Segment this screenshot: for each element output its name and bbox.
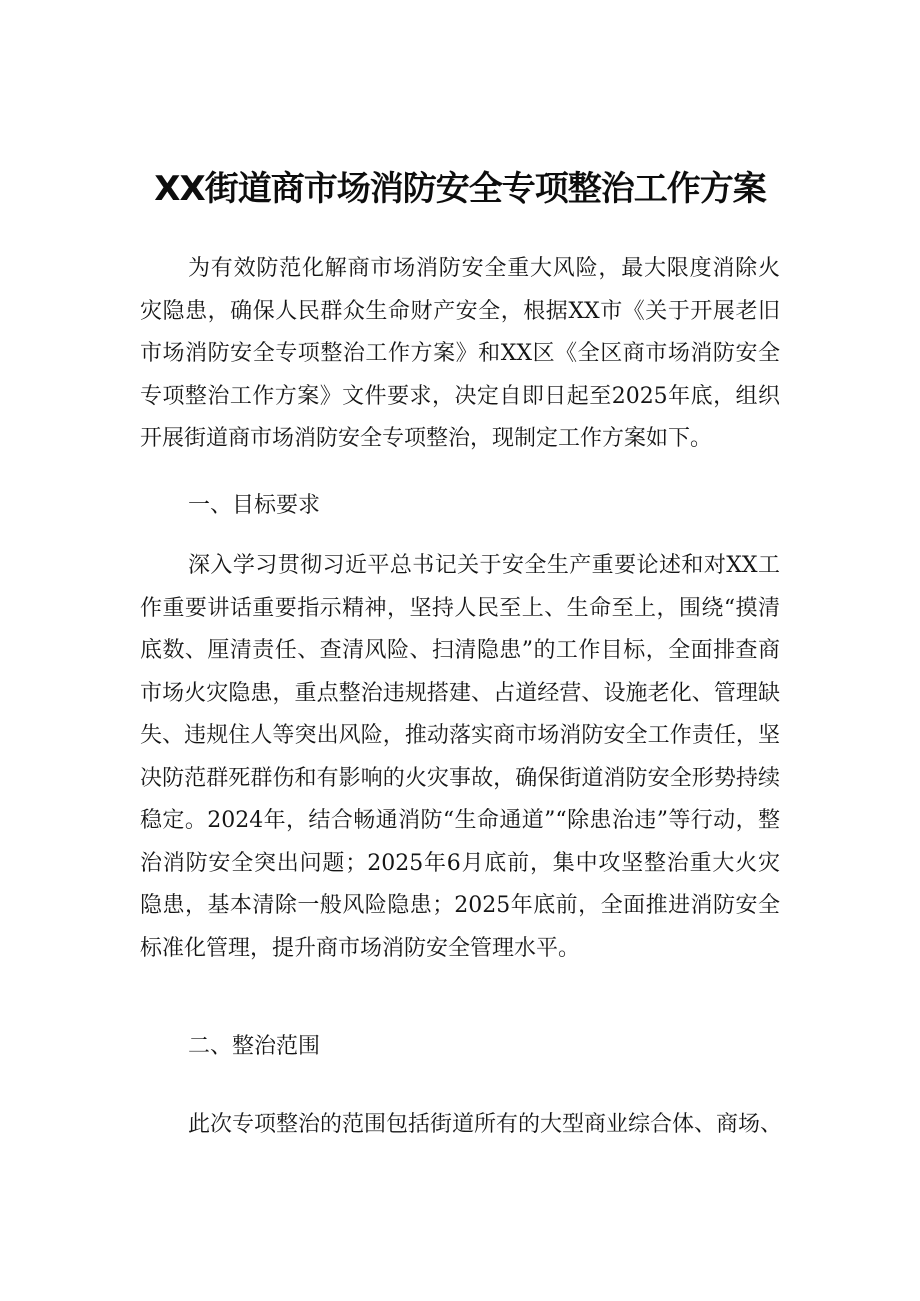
section-heading-goals: 一、目标要求 — [188, 493, 321, 518]
intro-paragraph: 为有效防范化解商市场消防安全重大风险，最大限度消除火灾隐患，确保人民群众生命财产安全，根据XX市《关于开展老旧市场消防安全专项整治工作方案》和XX区《全区商市场消防安全专项整治工作方案》文件要求，决定自即日起至2025年底，组织开展街道商市场消防安全专项整治，现制定工作方案如下。 — [140, 256, 780, 451]
section-paragraph-scope: 此次专项整治的范围包括街道所有的大型商业综合体、商场、 — [188, 1112, 783, 1137]
document-title: XX街道商市场消防安全专项整治工作方案 — [154, 169, 766, 209]
section-paragraph-goals: 深入学习贯彻习近平总书记关于安全生产重要论述和对XX工作重要讲话重要指示精神，坚持人民至上、生命至上，围绕“摸清底数、厘清责任、查清风险、扫清隐患”的工作目标，全面排查商市场火灾隐患，重点整治违规搭建、占道经营、设施老化、管理缺失、违规住人等突出风险，推动落实商市场消防安全工作责任，坚决防范群死群伤和有影响的火灾事故，确保街道消防安全形势持续稳定。2024年，结合畅通消防“生命通道”“除患治违”等行动，整治消防安全突出问题；2025年6月底前，集中攻坚整治重大火灾隐患，基本清除一般风险隐患；2025年底前，全面推进消防安全标准化管理，提升商市场消防安全管理水平。 — [140, 553, 780, 961]
section-heading-scope: 二、整治范围 — [188, 1034, 321, 1059]
